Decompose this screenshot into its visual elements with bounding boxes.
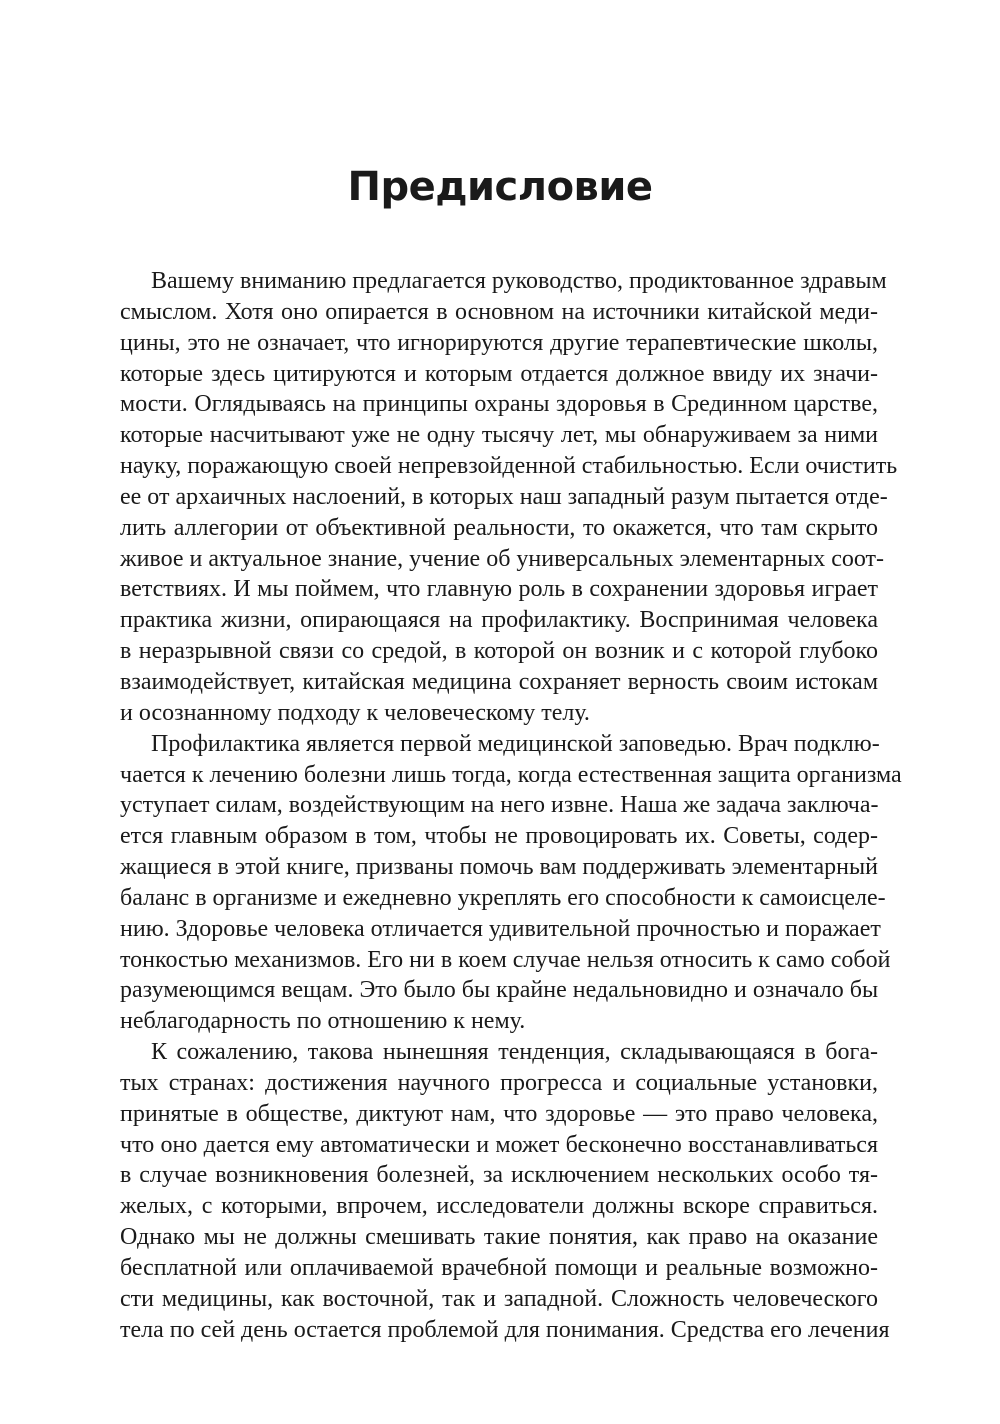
paragraph-1-line: ее от архаичных наслоений, в которых наш западный разум пытается отде- <box>120 483 888 510</box>
paragraph-3-line: что оно дается ему автоматически и может бесконечно восстанавливаться <box>120 1131 878 1158</box>
paragraph-1-line: Вашему вниманию предлагается руководство, продиктованное здравым <box>151 268 887 294</box>
paragraph-3-line: желых, с которыми, впрочем, исследователи должны вскоре справиться. <box>120 1193 878 1220</box>
paragraph-2-line: баланс в организме и ежедневно укреплять его способности к самоисцеле- <box>120 884 886 911</box>
paragraph-3-line: К сожалению, такова нынешняя тенденция, складывающаяся в бога- <box>151 1039 878 1066</box>
page-title: Предисловие <box>347 164 653 210</box>
paragraph-1-line: лить аллегории от объективной реальности, то окажется, что там скрыто <box>120 514 878 541</box>
paragraph-3-line: тых странах: достижения научного прогресса и социальные установки, <box>120 1069 878 1096</box>
paragraph-3-line: принятые в обществе, диктуют нам, что здоровье — это право человека, <box>120 1100 878 1127</box>
paragraph-3-line: тела по сей день остается проблемой для понимания. Средства его лечения <box>120 1316 890 1343</box>
paragraph-3-line: сти медицины, как восточной, так и западной. Сложность человеческого <box>120 1285 878 1312</box>
paragraph-2-line: нию. Здоровье человека отличается удивительной прочностью и поражает <box>120 915 881 942</box>
paragraph-2-line: неблагодарность по отношению к нему. <box>120 1008 526 1035</box>
paragraph-1-line: цины, это не означает, что игнорируются другие терапевтические школы, <box>120 329 878 356</box>
paragraph-2-line: уступает силам, воздействующим на него извне. Наша же задача заключа- <box>120 792 879 819</box>
paragraph-3-line: бесплатной или оплачиваемой врачебной помощи и реальные возможно- <box>120 1255 878 1281</box>
paragraph-3-line: в случае возникновения болезней, за исключением нескольких особо тя- <box>120 1162 878 1189</box>
paragraph-1-line: науку, поражающую своей непревзойденной стабильностью. Если очистить <box>120 453 898 480</box>
paragraph-1-line: живое и актуальное знание, учение об универсальных элементарных соот- <box>120 545 885 572</box>
paragraph-2-line: тонкостью механизмов. Его ни в коем случае нельзя относить к само собой <box>120 946 891 973</box>
paragraph-2-line: Профилактика является первой медицинской заповедью. Врач подклю- <box>151 730 880 757</box>
paragraph-1-line: и осознанному подходу к человеческому телу. <box>120 699 590 726</box>
paragraph-1-line: которые насчитывают уже не одну тысячу лет, мы обнаруживаем за ними <box>120 422 878 449</box>
paragraph-1-line: смыслом. Хотя оно опирается в основном на источники китайской меди- <box>120 298 878 325</box>
paragraph-2-line: чается к лечению болезни лишь тогда, когда естественная защита организма <box>120 761 902 788</box>
paragraph-1-line: взаимодействует, китайская медицина сохраняет верность своим истокам <box>120 668 878 695</box>
paragraph-1-line: мости. Оглядываясь на принципы охраны здоровья в Срединном царстве, <box>120 391 878 418</box>
paragraph-1-line: в неразрывной связи со средой, в которой он возник и с которой глубоко <box>120 638 878 665</box>
paragraph-1-line: ветствиях. И мы поймем, что главную роль в сохранении здоровья играет <box>120 576 878 603</box>
paragraph-2-line: разумеющимся вещам. Это было бы крайне недальновидно и означало бы <box>120 977 879 1004</box>
paragraph-2-line: жащиеся в этой книге, призваны помочь вам поддерживать элементарный <box>120 854 878 881</box>
paragraph-3-line: Однако мы не должны смешивать такие понятия, как право на оказание <box>120 1224 878 1251</box>
body-text <box>120 266 902 1346</box>
paragraph-2-line: ется главным образом в том, чтобы не провоцировать их. Советы, содер- <box>120 823 878 850</box>
paragraph-1-line: практика жизни, опирающаяся на профилактику. Воспринимая человека <box>120 607 878 634</box>
paragraph-1-line: которые здесь цитируются и которым отдается должное ввиду их значи- <box>120 360 878 387</box>
